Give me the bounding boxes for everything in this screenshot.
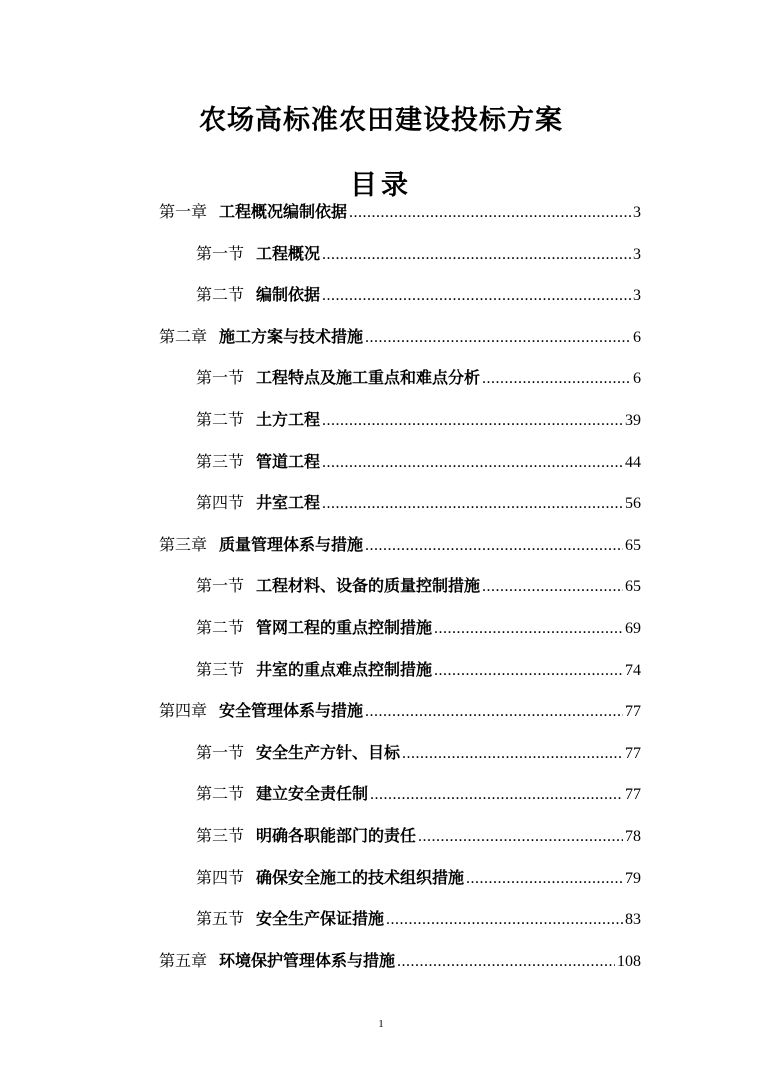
toc-entry-page: 44	[625, 454, 641, 471]
toc-entry-title: 安全生产保证措施	[256, 909, 385, 928]
toc-entry-title: 质量管理体系与措施	[219, 535, 364, 554]
toc-entry-label: 第一章	[159, 202, 208, 221]
toc-dot-leader	[402, 742, 623, 766]
toc-entry-label: 第四节	[196, 868, 245, 887]
toc-entry-label: 第三节	[196, 826, 245, 845]
toc-entry-label: 第三章	[159, 535, 208, 554]
toc-dot-leader	[365, 534, 623, 558]
toc-entry-title: 工程材料、设备的质量控制措施	[256, 576, 481, 595]
toc-entry-page: 56	[625, 495, 641, 512]
toc-entry-page: 74	[625, 662, 641, 679]
toc-dot-leader	[365, 326, 631, 350]
toc-entry-label: 第四节	[196, 493, 245, 512]
toc-entry-title: 工程概况编制依据	[219, 202, 348, 221]
toc-entry-title: 管道工程	[256, 452, 321, 471]
toc-entry-title: 明确各职能部门的责任	[256, 826, 417, 845]
toc-dot-leader	[322, 451, 623, 475]
toc-section-entry[interactable]	[196, 658, 641, 682]
toc-dot-leader	[322, 492, 623, 516]
toc-entry-page: 3	[633, 246, 641, 263]
toc-entry-label: 第五章	[159, 951, 208, 970]
toc-dot-leader	[434, 617, 623, 641]
toc-entry-title: 安全生产方针、目标	[256, 743, 401, 762]
toc-section-entry[interactable]	[196, 616, 641, 640]
toc-section-entry[interactable]	[196, 782, 641, 806]
toc-entry-label: 第三节	[196, 660, 245, 679]
toc-dot-leader	[322, 284, 631, 308]
toc-entry-label: 第五节	[196, 909, 245, 928]
toc-dot-leader	[365, 700, 623, 724]
toc-entry-title: 工程概况	[256, 244, 321, 263]
toc-dot-leader	[466, 867, 623, 891]
toc-entry-title: 井室工程	[256, 493, 321, 512]
toc-entry-page: 77	[625, 745, 641, 762]
toc-entry-label: 第二节	[196, 410, 245, 429]
toc-chapter-entry[interactable]	[159, 533, 641, 557]
toc-entry-label: 第二节	[196, 784, 245, 803]
toc-entry-page: 77	[625, 703, 641, 720]
toc-entry-title: 工程特点及施工重点和难点分析	[256, 368, 481, 387]
toc-entry-label: 第二节	[196, 285, 245, 304]
toc-entry-page: 6	[633, 370, 641, 387]
toc-section-entry[interactable]	[196, 574, 641, 598]
toc-entry-label: 第一节	[196, 576, 245, 595]
toc-dot-leader	[370, 783, 623, 807]
toc-heading: 目录	[350, 170, 412, 201]
toc-entry-label: 第一节	[196, 743, 245, 762]
toc-entry-label: 第二章	[159, 327, 208, 346]
toc-entry-page: 69	[625, 620, 641, 637]
toc-section-entry[interactable]	[196, 866, 641, 890]
toc-chapter-entry[interactable]	[159, 949, 641, 973]
toc-dot-leader	[418, 825, 623, 849]
toc-section-entry[interactable]	[196, 283, 641, 307]
toc-entry-page: 3	[633, 204, 641, 221]
toc-entry-title: 井室的重点难点控制措施	[256, 660, 433, 679]
toc-entry-title: 安全管理体系与措施	[219, 701, 364, 720]
toc-entry-page: 65	[625, 578, 641, 595]
toc-dot-leader	[434, 659, 623, 683]
toc-section-entry[interactable]	[196, 824, 641, 848]
toc-entry-page: 39	[625, 412, 641, 429]
toc-entry-title: 建立安全责任制	[256, 784, 369, 803]
toc-entry-title: 环境保护管理体系与措施	[219, 951, 396, 970]
toc-dot-leader	[322, 409, 623, 433]
toc-entry-page: 3	[633, 287, 641, 304]
toc-section-entry[interactable]	[196, 450, 641, 474]
toc-dot-leader	[386, 908, 623, 932]
toc-dot-leader	[349, 201, 631, 225]
toc-section-entry[interactable]	[196, 366, 641, 390]
toc-section-entry[interactable]	[196, 491, 641, 515]
toc-dot-leader	[482, 575, 623, 599]
toc-chapter-entry[interactable]	[159, 699, 641, 723]
toc-section-entry[interactable]	[196, 242, 641, 266]
toc-entry-title: 土方工程	[256, 410, 321, 429]
document-title: 农场高标准农田建设投标方案	[199, 105, 563, 136]
toc-entry-page: 79	[625, 870, 641, 887]
toc-entry-label: 第一节	[196, 368, 245, 387]
toc-entry-page: 6	[633, 329, 641, 346]
toc-dot-leader	[322, 243, 631, 267]
toc-entry-label: 第四章	[159, 701, 208, 720]
toc-section-entry[interactable]	[196, 741, 641, 765]
toc-entry-page: 78	[625, 828, 641, 845]
page-number: 1	[378, 1018, 384, 1030]
toc-entry-title: 确保安全施工的技术组织措施	[256, 868, 465, 887]
toc-section-entry[interactable]	[196, 907, 641, 931]
toc-entry-page: 108	[617, 953, 641, 970]
toc-entry-title: 管网工程的重点控制措施	[256, 618, 433, 637]
toc-dot-leader	[397, 950, 615, 974]
toc-entry-page: 65	[625, 537, 641, 554]
toc-chapter-entry[interactable]	[159, 325, 641, 349]
toc-entry-label: 第三节	[196, 452, 245, 471]
toc-entry-title: 编制依据	[256, 285, 321, 304]
toc-chapter-entry[interactable]	[159, 200, 641, 224]
toc-entry-label: 第一节	[196, 244, 245, 263]
toc-section-entry[interactable]	[196, 408, 641, 432]
toc-entry-label: 第二节	[196, 618, 245, 637]
toc-dot-leader	[482, 367, 631, 391]
toc-entry-title: 施工方案与技术措施	[219, 327, 364, 346]
toc-entry-page: 77	[625, 786, 641, 803]
toc-entry-page: 83	[625, 911, 641, 928]
